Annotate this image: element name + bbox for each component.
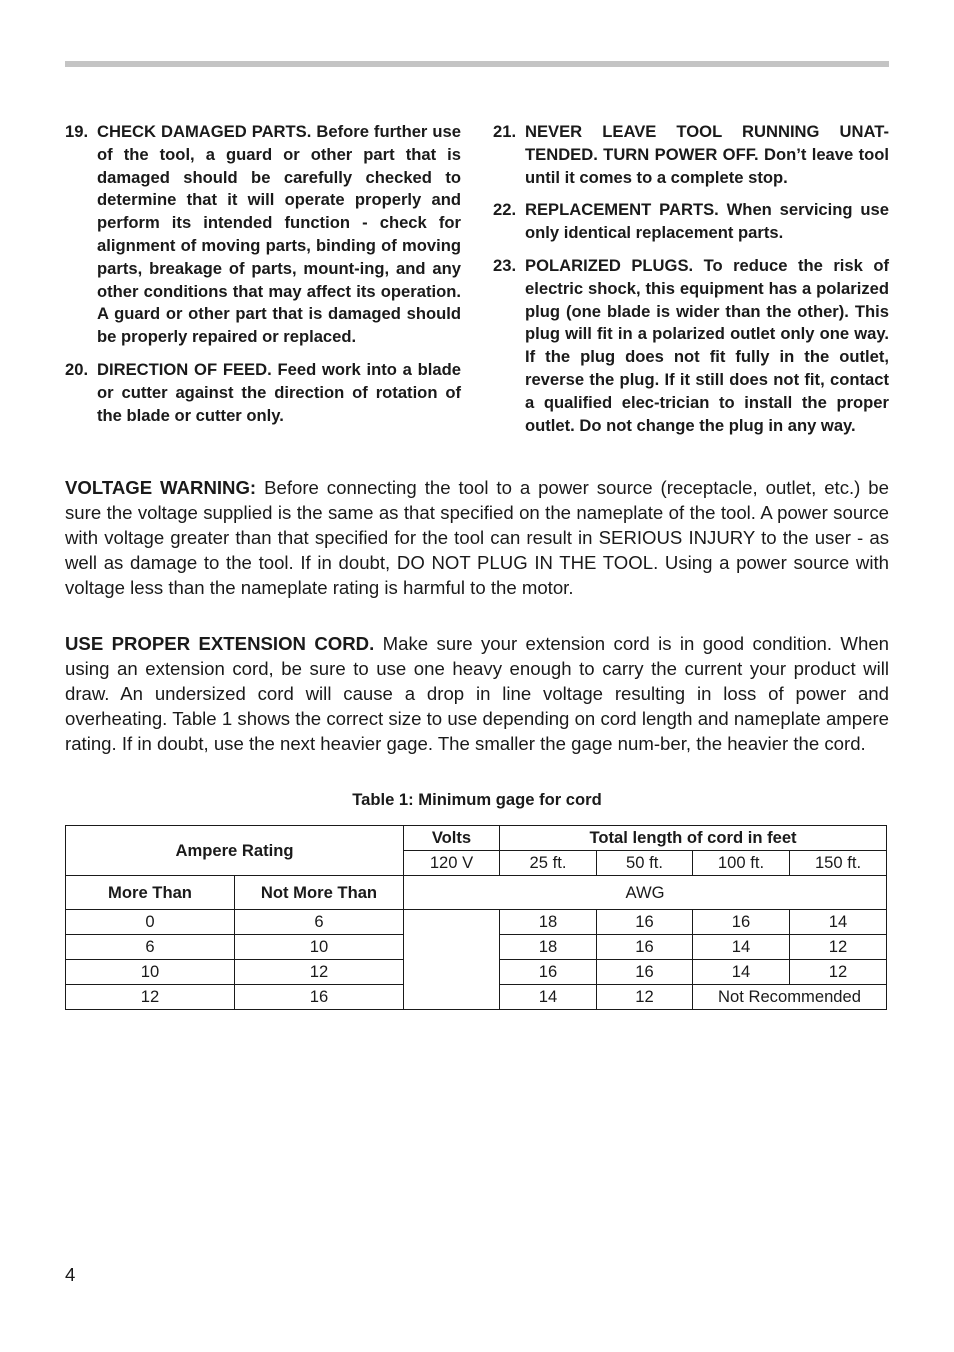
more-than-cell: 6 [66, 935, 235, 960]
gage-cell: 16 [597, 960, 693, 985]
rule-text: POLARIZED PLUGS. To reduce the risk of electric shock, this equipment has a polarized plug (one blade is wider than the other). This plug will fit in a polarized outlet only one way. If the plug does not fit fully in the outlet, reverse the plug. If it still does not fit, contact a qualified elec-trician to install the proper outlet. Do not change the plug in any way. [525, 255, 889, 435]
gage-cell: 18 [500, 910, 597, 935]
gage-cell: 12 [597, 985, 693, 1010]
not-recommended-cell: Not Recommended [693, 985, 887, 1010]
more-than-cell: 0 [66, 910, 235, 935]
rule-19 [65, 121, 461, 349]
voltage-warning-lead: VOLTAGE WARNING: [65, 477, 257, 498]
more-than-cell: 10 [66, 960, 235, 985]
length-header: 150 ft. [790, 851, 887, 876]
not-more-than-cell: 10 [235, 935, 404, 960]
gage-cell: 12 [790, 960, 887, 985]
safety-rules-columns [65, 121, 889, 447]
rule-text: DIRECTION OF FEED. Feed work into a blade or cutter against the direction of rotation of the blade or cutter only. [97, 359, 461, 425]
extension-cord-paragraph [65, 631, 889, 756]
length-header: 100 ft. [693, 851, 790, 876]
voltage-warning-paragraph [65, 475, 889, 600]
rule-22 [493, 199, 889, 245]
voltage-cell: 120 V [404, 851, 500, 876]
total-length-header: Total length of cord in feet [500, 826, 887, 851]
top-rule [65, 61, 889, 67]
awg-header: AWG [404, 876, 887, 910]
more-than-cell: 12 [66, 985, 235, 1010]
not-more-than-header: Not More Than [235, 876, 404, 910]
length-header: 50 ft. [597, 851, 693, 876]
more-than-header: More Than [66, 876, 235, 910]
table-row [66, 910, 887, 935]
voltage-warning-text: Before connecting the tool to a power source (receptacle, outlet, etc.) be sure the voltage supplied is the same as that specified on the nameplate of the tool. A power source with voltage greater than that specified for the tool can result in SERIOUS INJURY to the user - as well as damage to the tool. If in doubt, DO NOT PLUG IN THE TOOL. Using a power source with voltage less than the nameplate rating is harmful to the motor. [65, 477, 889, 598]
gage-cell: 18 [500, 935, 597, 960]
gage-cell: 16 [693, 910, 790, 935]
gage-cell: 14 [500, 985, 597, 1010]
gage-cell: 16 [597, 910, 693, 935]
extension-cord-text: Make sure your extension cord is in good condition. When using an extension cord, be sure to use one heavy enough to carry the current your product will draw. An undersized cord will cause a drop in line voltage resulting in loss of power and overheating. Table 1 shows the correct size to use depending on cord length and nameplate ampere rating. If in doubt, use the next heavier gage. The smaller the gage num-ber, the heavier the cord. [65, 633, 889, 754]
rule-20 [65, 359, 461, 427]
not-more-than-cell: 6 [235, 910, 404, 935]
right-column [493, 121, 889, 447]
rule-text: NEVER LEAVE TOOL RUNNING UNAT-TENDED. TURN POWER OFF. Don’t leave tool until it comes to a complete stop. [525, 122, 889, 187]
rule-text: REPLACEMENT PARTS. When servicing use only identical replacement parts. [525, 200, 889, 243]
gage-cell: 14 [693, 960, 790, 985]
left-column [65, 121, 461, 447]
gage-cell: 14 [790, 910, 887, 935]
not-more-than-cell: 16 [235, 985, 404, 1010]
rule-number: 21. [493, 122, 517, 141]
rule-23 [493, 255, 889, 437]
not-more-than-cell: 12 [235, 960, 404, 985]
rule-number: 23. [493, 255, 517, 275]
ampere-rating-header: Ampere Rating [66, 826, 404, 876]
table-header-row [66, 826, 887, 851]
volts-header: Volts [404, 826, 500, 851]
table-awg-row [66, 876, 887, 910]
page-number: 4 [65, 1264, 76, 1285]
extension-cord-lead: USE PROPER EXTENSION CORD. [65, 633, 375, 654]
table-caption: Table 1: Minimum gage for cord [352, 790, 602, 809]
gage-cell: 14 [693, 935, 790, 960]
rule-number: 20. [65, 359, 89, 379]
gage-cell: 12 [790, 935, 887, 960]
rule-number: 19. [65, 122, 89, 141]
length-header: 25 ft. [500, 851, 597, 876]
gage-cell: 16 [597, 935, 693, 960]
rule-21 [493, 121, 889, 189]
gage-cell: 16 [500, 960, 597, 985]
volts-empty-cell [404, 910, 500, 1010]
rule-number: 22. [493, 200, 517, 220]
gage-table [65, 825, 887, 1010]
rule-text: CHECK DAMAGED PARTS. Before further use of the tool, a guard or other part that is damaged should be carefully checked to determine that it will operate properly and perform its intended function - check for alignment of moving parts, binding of moving parts, breakage of parts, mount-ing, and any other conditions that may affect its operation. A guard or other part that is damaged should be properly repaired or replaced. [97, 122, 461, 347]
